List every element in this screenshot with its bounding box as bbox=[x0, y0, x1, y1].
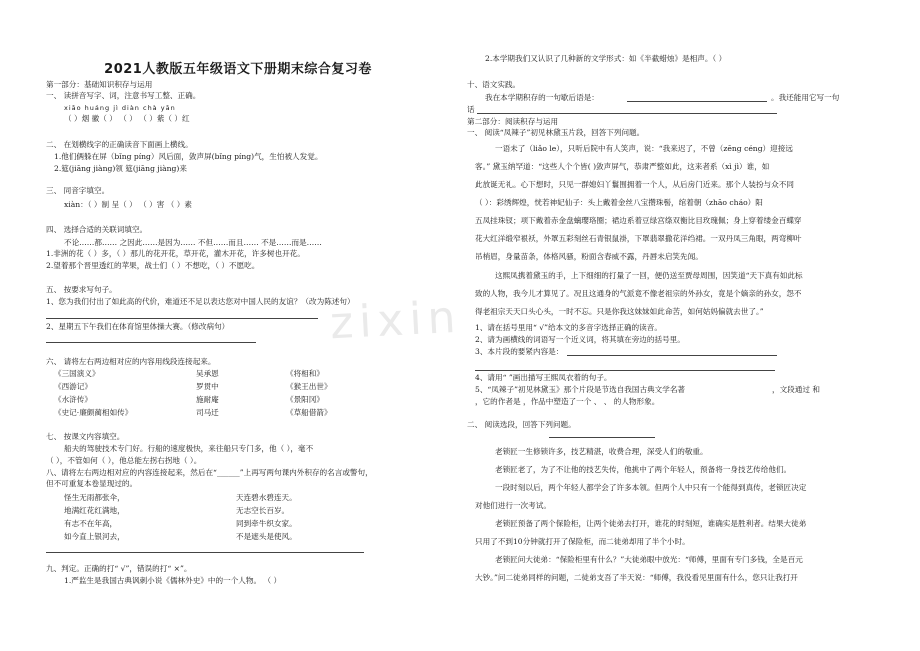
r1-question-5-cont: ，它的作者是 ，作品中塑造了一个 、 、 的人物形象。 bbox=[475, 397, 660, 406]
r1-question-2: 2、请为画横线的词语写一个近义词，将其填在旁边的括号里。 bbox=[475, 335, 685, 344]
answer-line[interactable] bbox=[46, 342, 256, 343]
answer-line[interactable] bbox=[627, 101, 767, 102]
r2-para-line-6: 只用了不到10分钟就打开了保险柜，而二徒弟却用了半个小时。 bbox=[475, 537, 690, 546]
r1-question-1: 1、请在括号里用“ √”给本文的多音字选择正确的读音。 bbox=[475, 323, 662, 332]
q10-prompt-cont: 。我还能用它写一句 bbox=[771, 93, 840, 102]
q6-row-3-c: 《景阳冈》 bbox=[286, 395, 324, 404]
title-blank[interactable] bbox=[549, 437, 655, 438]
q4-heading: 四、 选择合适的关联词填空。 bbox=[46, 225, 148, 234]
q6-row-4-c: 《草船借箭》 bbox=[286, 408, 332, 417]
q7-line-1: 船夫的驾驶技术专门好。行船的速度极快，来往船只专门多，他（ ），毫不 bbox=[64, 444, 314, 453]
q2-item-2: 2.筵(jiāng jiàng)领 筵(jiāng jiàng)来 bbox=[54, 164, 187, 173]
q9-item-2: 2.本学期我们又认识了几种新的文学形式：如《半截蜡烛》是相声。（ ） bbox=[485, 54, 727, 63]
q8-note: 但不可重复本卷显现过的。 bbox=[46, 479, 138, 488]
q6-row-1-a: 《三国演义》 bbox=[54, 369, 100, 378]
q8-row-4-a: 如今直上银河去， bbox=[64, 532, 125, 541]
r2-heading: 二、 阅读选段，回答下列问题。 bbox=[467, 420, 576, 429]
q10-hua: 话 bbox=[467, 105, 475, 114]
r2-para-line-2: 老锁匠老了，为了不让他的技艺失传，他挑中了两个年轻人，预备将一身技艺传给他们。 bbox=[495, 465, 792, 474]
q7-line-2: （ ），不管如何（ ），他总能左拐右拐地（ ）。 bbox=[46, 456, 202, 465]
q10-heading: 十、语文实践。 bbox=[467, 80, 521, 89]
q5-item-2: 2、星期五下午我们在体育馆里体操大赛。（修改病句） bbox=[46, 322, 230, 331]
q1-pinyin: xiāo huáng jì diàn chà yān bbox=[64, 104, 176, 112]
q6-row-2-c: 《猴王出世》 bbox=[286, 382, 332, 391]
q1-heading: 一、 读拼音写字、词，注意书写工整、正确。 bbox=[46, 91, 201, 100]
q8-row-1-b: 天连碧水碧连天。 bbox=[236, 493, 297, 502]
q6-row-4-b: 司马迁 bbox=[196, 408, 219, 417]
r1-heading: 一、 阅读“凤辣子”初见林黛玉片段，回答下列问题。 bbox=[467, 128, 645, 137]
page-title: 2021人教版五年级语文下册期末综合复习卷 bbox=[104, 62, 372, 77]
r2-para-line-4: 对他们进行一次考试。 bbox=[475, 501, 551, 510]
r2-para-line-7: 老锁匠问大徒弟：“保险柜里有什么？”大徒弟眼中放光：“师傅，里面有专门多钱，全是百元 bbox=[495, 555, 803, 564]
r1-para2-line-3: 得老祖宗天天口头心头，一时不忘。只是你我这妹妹如此命苦，如何姑妈偏就去世了。” bbox=[475, 307, 764, 316]
r2-para-line-8: 大钞。”问二徒弟同样的问题，二徒弟支吾了半天说：“师傅，我没看见里面有什么，您只让我打开 bbox=[475, 573, 798, 582]
q4-options: 不论……都…… 之因此……是因为…… 不但……而且…… 不是……而是…… bbox=[64, 238, 322, 247]
q8-row-2-b: 无志空长百岁。 bbox=[236, 506, 290, 515]
q4-item-2: 2.望着那个晋里透红的苹果，战士们（ ）不想吃，（ ）不愿吃。 bbox=[46, 261, 260, 270]
r1-question-5: 5、“凤辣子”初见林黛玉》那个片段是节选自我国古典文学名著 bbox=[475, 385, 686, 394]
q2-heading: 二、 在划横线字的正确读音下面画上横线。 bbox=[46, 140, 193, 149]
answer-line[interactable] bbox=[477, 113, 777, 114]
q4-item-1: 1.非洲的花（ ）多，（ ）那儿的花开花，草开花，灌木开花，许多树也开花。 bbox=[46, 249, 305, 258]
q6-row-2-b: 罗贯中 bbox=[196, 382, 219, 391]
q9-item-1: 1.严监生是我国古典讽刺小说《儒林外史》中的一个人物。 （ ） bbox=[64, 576, 282, 585]
q8-heading: 八、请将左右两边相对应的内容连接起来，然后在“______”上再写两句课内外积存的名言或警句， bbox=[46, 468, 373, 477]
q5-item-1: 1、您为我们付出了如此高的代价，难道还不足以表达您对中国人民的友谊？（改为陈述句） bbox=[46, 297, 355, 306]
answer-line[interactable] bbox=[46, 552, 364, 553]
r1-para-line-6: 花大红洋缎窄裉袄，外罩五彩刻丝石青银鼠褂，下罩翡翠撒花洋绉裙。一双丹凤三角眼，两弯柳叶 bbox=[475, 234, 802, 243]
q8-row-1-a: 怪生无雨都张伞， bbox=[64, 493, 125, 502]
r1-para-line-5: 五凤挂珠钗；项下戴着赤金盘螭璎珞圈；裙边系着豆绿宫绦双衡比目玫瑰佩；身上穿着缕金百蝶穿 bbox=[475, 216, 802, 225]
part2-heading: 第二部分：阅读积存与运用 bbox=[467, 117, 559, 126]
r1-para-line-3: 此放诞无礼。心下想时，只见一群媳妇丫鬟围拥着一个人，从后房门近来。那个人装扮与众不同 bbox=[475, 180, 794, 189]
q8-row-4-b: 不是遮头是使风。 bbox=[236, 532, 297, 541]
r2-para-line-1: 老锁匠一生修锁许多，技艺精湛，收费合理，深受人们的敬重。 bbox=[495, 447, 708, 456]
r1-para-line-7: 吊梢眉，身量苗条，体格风骚，粉面含春威不露，丹唇未启笑先闻。 bbox=[475, 252, 703, 261]
q3-item: xiàn：（ ）制 呈（ ） （ ）害 （ ）素 bbox=[64, 200, 192, 209]
part1-heading: 第一部分：基础知识积存与运用 bbox=[46, 80, 153, 89]
q2-item-1: 1.他们俩躲在屏（bǐng píng）风后面，敛声屏(bǐng píng)气，生怕被人发觉。 bbox=[54, 152, 323, 161]
q6-row-3-b: 施耐庵 bbox=[196, 395, 219, 404]
r1-para-line-2: 客。” 黛玉纳罕道：“这些人个个皆( )敛声屏气，恭肃严整如此，这来者系（xì jì）谁，如 bbox=[475, 162, 770, 171]
r2-para-line-5: 老锁匠预备了两个保险柜，让两个徒弟去打开，谁花的时刻短，谁确实是胜利者。结果大徒弟 bbox=[495, 519, 807, 528]
q6-heading: 六、 请将左右两边相对应的内容用线段连接起来。 bbox=[46, 357, 216, 366]
q6-row-1-c: 《将相和》 bbox=[286, 369, 324, 378]
q6-row-3-a: 《水浒传》 bbox=[54, 395, 92, 404]
watermark: zixin bbox=[328, 291, 463, 350]
r1-para-line-4: （ ）：彩绣辉煌，恍若神妃仙子：头上戴着金丝八宝攒珠髻，绾着朝（zhāo cháo）阳 bbox=[475, 198, 763, 207]
q5-heading: 五、 按要求写句子。 bbox=[46, 285, 117, 294]
r2-para-line-3: 一段时刻以后，两个年轻人都学会了许多本领。但两个人中只有一个能得到真传，老锁匠决定 bbox=[495, 483, 807, 492]
q6-row-1-b: 吴承恩 bbox=[196, 369, 219, 378]
r1-question-4: 4、请用“ ”画出描写王熙凤衣着的句子。 bbox=[475, 373, 612, 382]
answer-line[interactable] bbox=[567, 355, 777, 356]
r1-para2-line-1: 这熙凤携着黛玉的手，上下细细的打量了一回，便仍送至贾母周围，因笑道“天下真有如此标 bbox=[495, 271, 803, 280]
r1-question-3: 3、本片段的要紧内容是： bbox=[475, 347, 564, 356]
answer-line[interactable] bbox=[475, 370, 775, 371]
q6-row-2-a: 《西游记》 bbox=[54, 382, 92, 391]
q3-heading: 三、 同音字填空。 bbox=[46, 186, 110, 195]
r1-question-5-mid: ，文段通过 和 bbox=[772, 385, 820, 394]
answer-line[interactable] bbox=[46, 318, 318, 319]
q1-blanks: （ ）烟 徽（ ） （ ） （ ）紫（ ）红 bbox=[64, 114, 190, 123]
r1-para2-line-2: 致的人物，我今儿才算见了。况且这通身的气派竟不像老祖宗的外孙女，竟是个嫡亲的孙女，怨不 bbox=[475, 289, 802, 298]
q7-heading: 七、 按课文内容填空。 bbox=[46, 432, 125, 441]
q8-row-3-a: 有志不在年高， bbox=[64, 519, 118, 528]
q10-prompt: 我在本学期积存的一句歇后语是： bbox=[485, 93, 599, 102]
q8-row-2-a: 地满红花红满地， bbox=[64, 506, 125, 515]
q8-row-3-b: 同到牵牛织女家。 bbox=[236, 519, 297, 528]
q6-row-4-a: 《史记·廉颇蔺相如传》 bbox=[54, 408, 133, 417]
r1-para-line-1: 一语未了（liǎo le），只听后院中有人笑声，说：“我来迟了，不曾（zēng céng）迎接远 bbox=[495, 144, 793, 153]
q9-heading: 九、判定。正确的打“ √”，错误的打“ ×”。 bbox=[46, 564, 192, 573]
